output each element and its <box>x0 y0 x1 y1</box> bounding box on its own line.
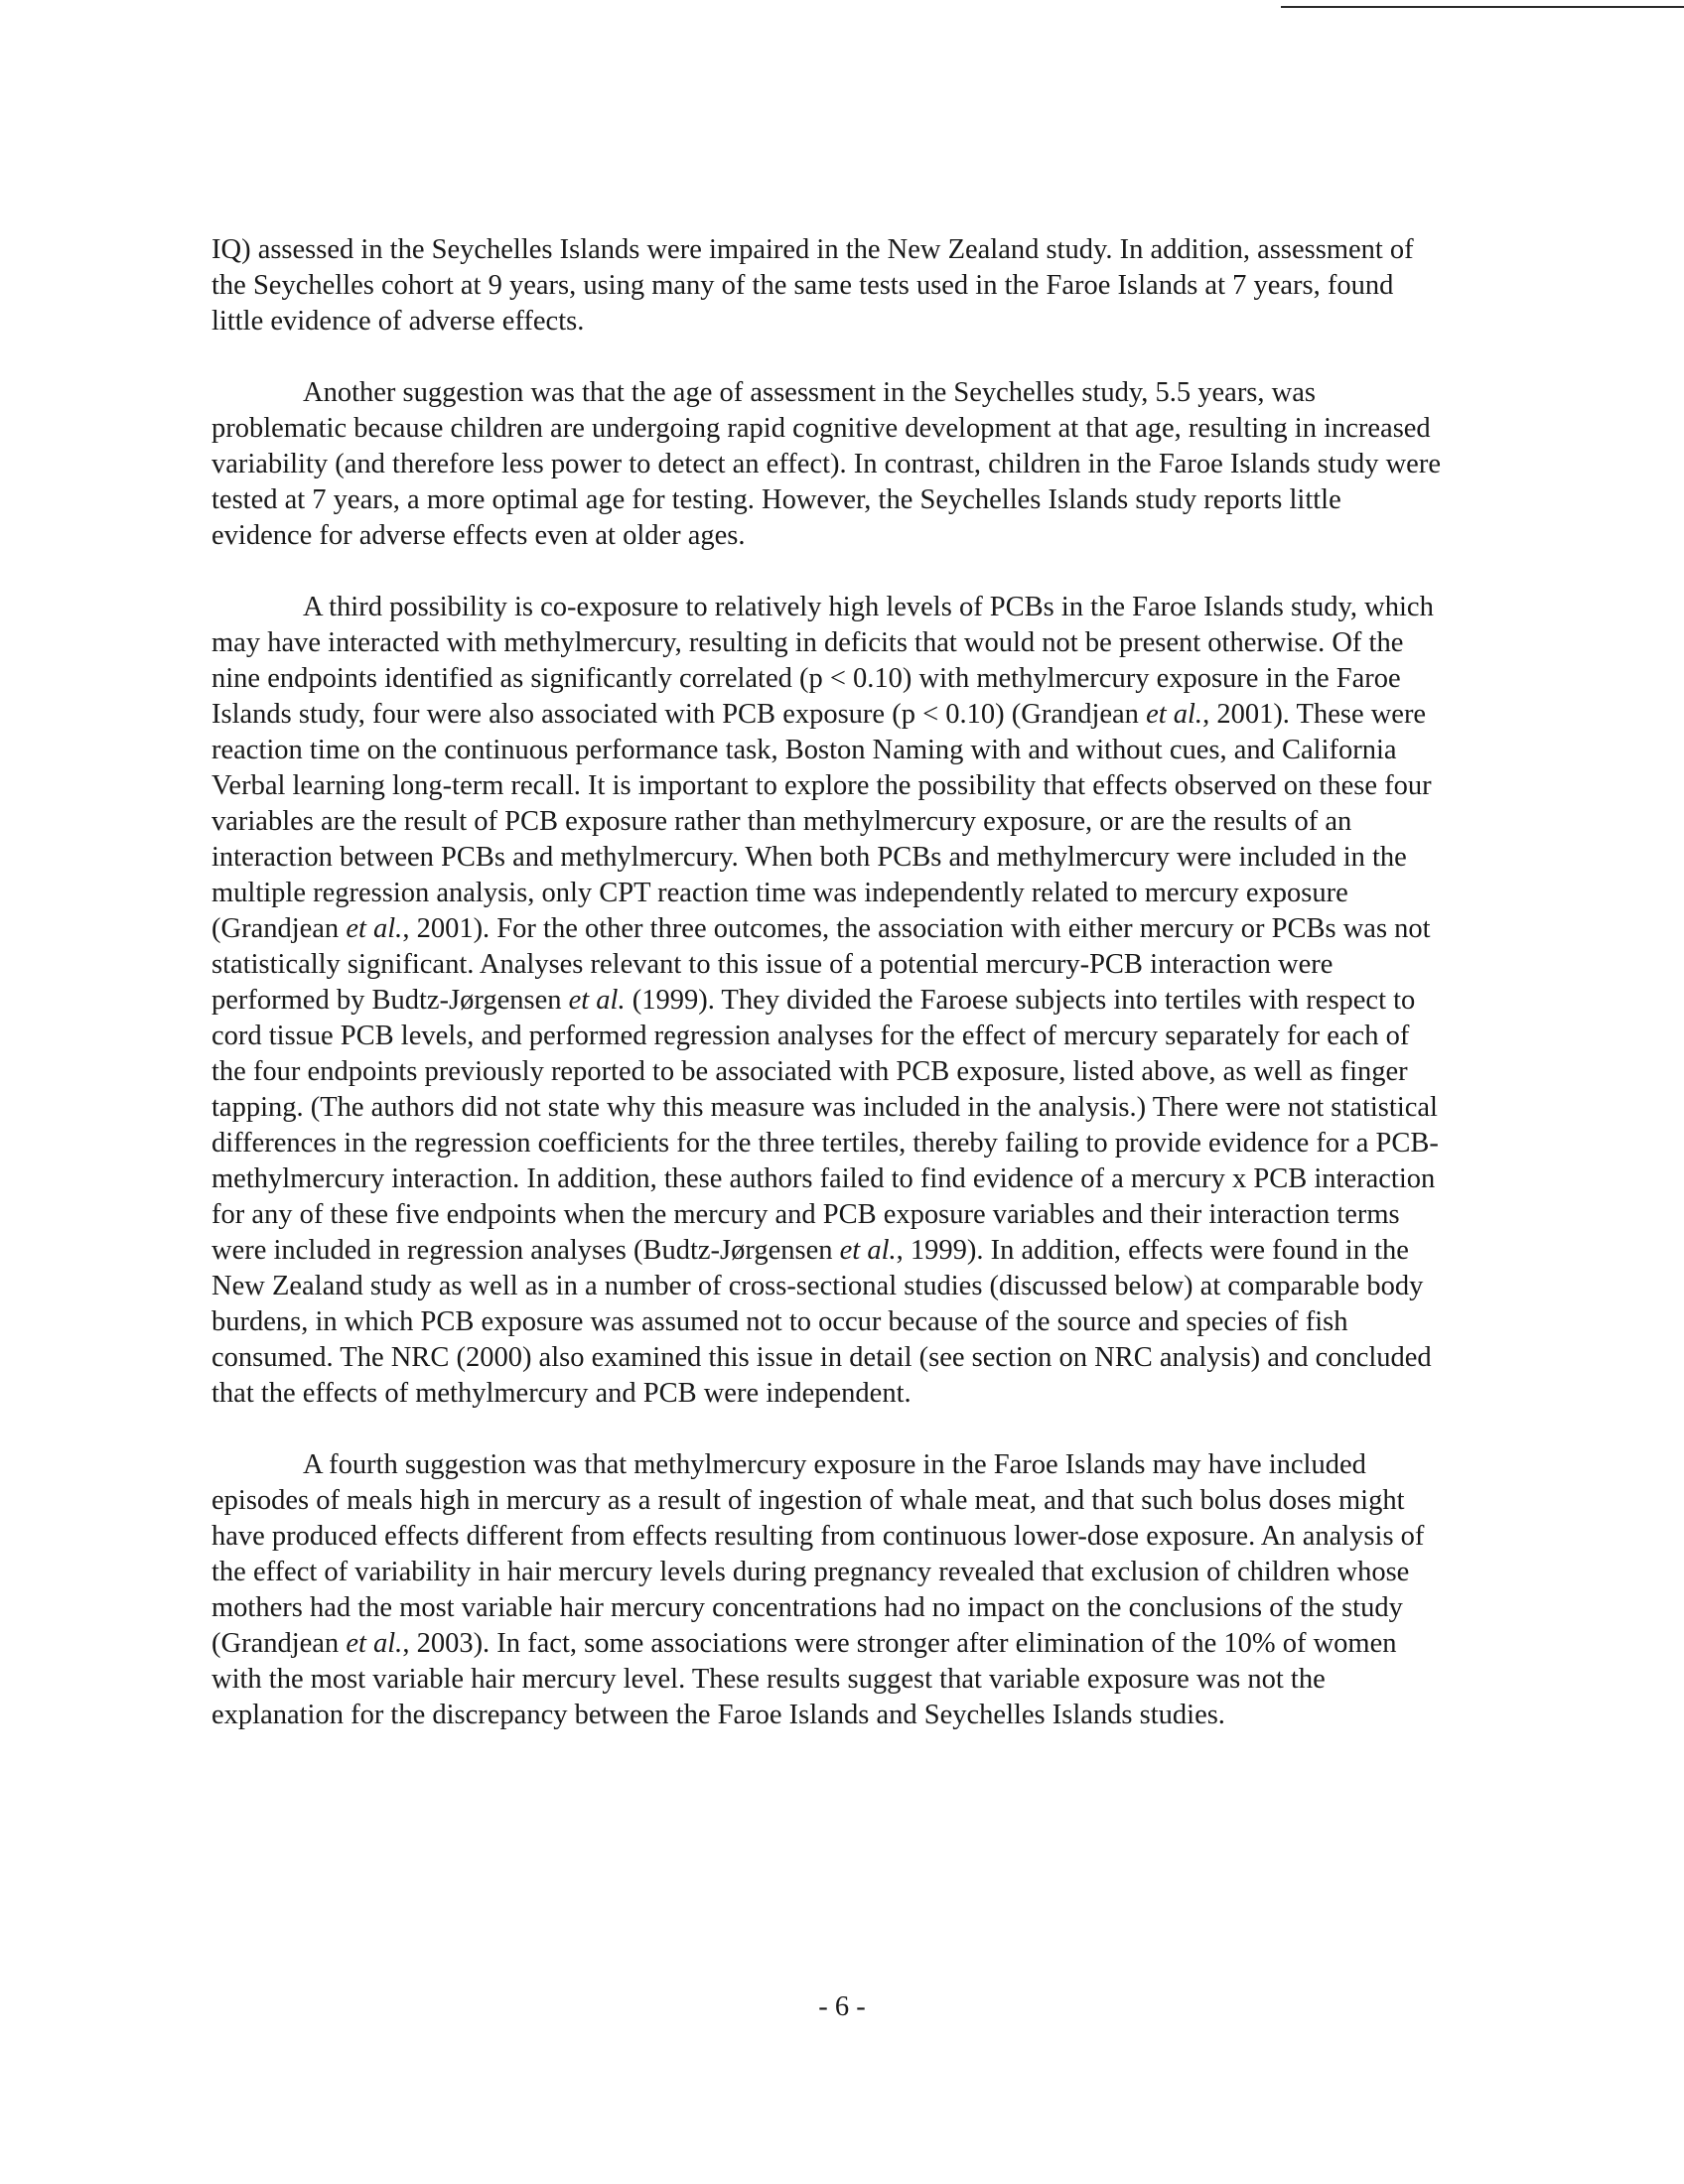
body-paragraph <box>211 375 1443 554</box>
page-body <box>211 232 1443 1769</box>
paragraph-text: IQ) assessed in the Seychelles Islands were impaired in the New Zealand study. In addition, assessment of the Seychelles cohort at 9 years, using many of the same tests used in the Faroe Islands at 7 years, found little evidence of adverse effects. <box>211 234 1414 337</box>
body-paragraph <box>211 232 1443 340</box>
body-paragraph <box>211 1447 1443 1733</box>
italic-citation-text: et al. <box>346 1628 403 1659</box>
paragraph-text: , 2003). In fact, some associations were stronger after elimination of the 10% of women with the most variable hair mercury level. These results suggest that variable exposure was not the explanation for the discrepancy between the Faroe Islands and Seychelles Islands studies. <box>211 1628 1397 1730</box>
page-number: - 6 - <box>818 1991 866 2022</box>
paragraph-text: Another suggestion was that the age of assessment in the Seychelles study, 5.5 years, was problematic because children are undergoing rapid cognitive development at that age, resulting in increased variability (and therefore less power to detect an effect). In contrast, children in the Faroe Islands study were tested at 7 years, a more optimal age for testing. However, the Seychelles Islands study reports little evidence for adverse effects even at older ages. <box>211 377 1441 551</box>
top-rule <box>1281 6 1684 8</box>
italic-citation-text: et al. <box>1146 699 1203 730</box>
body-paragraph <box>211 590 1443 1412</box>
paragraph-text: , 2001). For the other three outcomes, the association with either mercury or PCBs was not statistically significant. Analyses relevant to this issue of a potential mercury-PCB interaction were performed by Budtz-Jørgensen <box>211 913 1431 1016</box>
italic-citation-text: et al. <box>346 913 403 944</box>
paragraph-text: (1999). They divided the Faroese subjects into tertiles with respect to cord tissue PCB levels, and performed regression analyses for the effect of mercury separately for each of the four endpoints previously reported to be associated with PCB exposure, listed above, as well as finger tapping. (The authors did not state why this measure was included in the analysis.) There were not statistical differences in the regression coefficients for the three tertiles, thereby failing to provide evidence for a PCB-methylmercury interaction. In addition, these authors failed to find evidence of a mercury x PCB interaction for any of these five endpoints when the mercury and PCB exposure variables and their interaction terms were included in regression analyses (Budtz-Jørgensen <box>211 985 1439 1266</box>
italic-citation-text: et al. <box>839 1235 897 1266</box>
paragraph-text: , 1999). In addition, effects were found in the New Zealand study as well as in a number of cross-sectional studies (discussed below) at comparable body burdens, in which PCB exposure was assumed not to occur because of the source and species of fish consumed. The NRC (2000) also examined this issue in detail (see section on NRC analysis) and concluded that the effects of methylmercury and PCB were independent. <box>211 1235 1432 1409</box>
paragraph-text: A fourth suggestion was that methylmercury exposure in the Faroe Islands may have included episodes of meals high in mercury as a result of ingestion of whale meat, and that such bolus doses might have produced effects different from effects resulting from continuous lower-dose exposure. An analysis of the effect of variability in hair mercury levels during pregnancy revealed that exclusion of children whose mothers had the most variable hair mercury concentrations had no impact on the conclusions of the study (Grandjean <box>211 1449 1425 1659</box>
italic-citation-text: et al. <box>568 985 626 1016</box>
paragraph-text: , 2001). These were reaction time on the continuous performance task, Boston Naming with and without cues, and California Verbal learning long-term recall. It is important to explore the possibility that effects observed on these four variables are the result of PCB exposure rather than methylmercury exposure, or are the results of an interaction between PCBs and methylmercury. When both PCBs and methylmercury were included in the multiple regression analysis, only CPT reaction time was independently related to mercury exposure (Grandjean <box>211 699 1432 944</box>
paragraph-text: A third possibility is co-exposure to relatively high levels of PCBs in the Faroe Islands study, which may have interacted with methylmercury, resulting in deficits that would not be present otherwise. Of the nine endpoints identified as significantly correlated (p < 0.10) with methylmercury exposure in the Faroe Islands study, four were also associated with PCB exposure (p < 0.10) (Grandjean <box>211 592 1434 730</box>
